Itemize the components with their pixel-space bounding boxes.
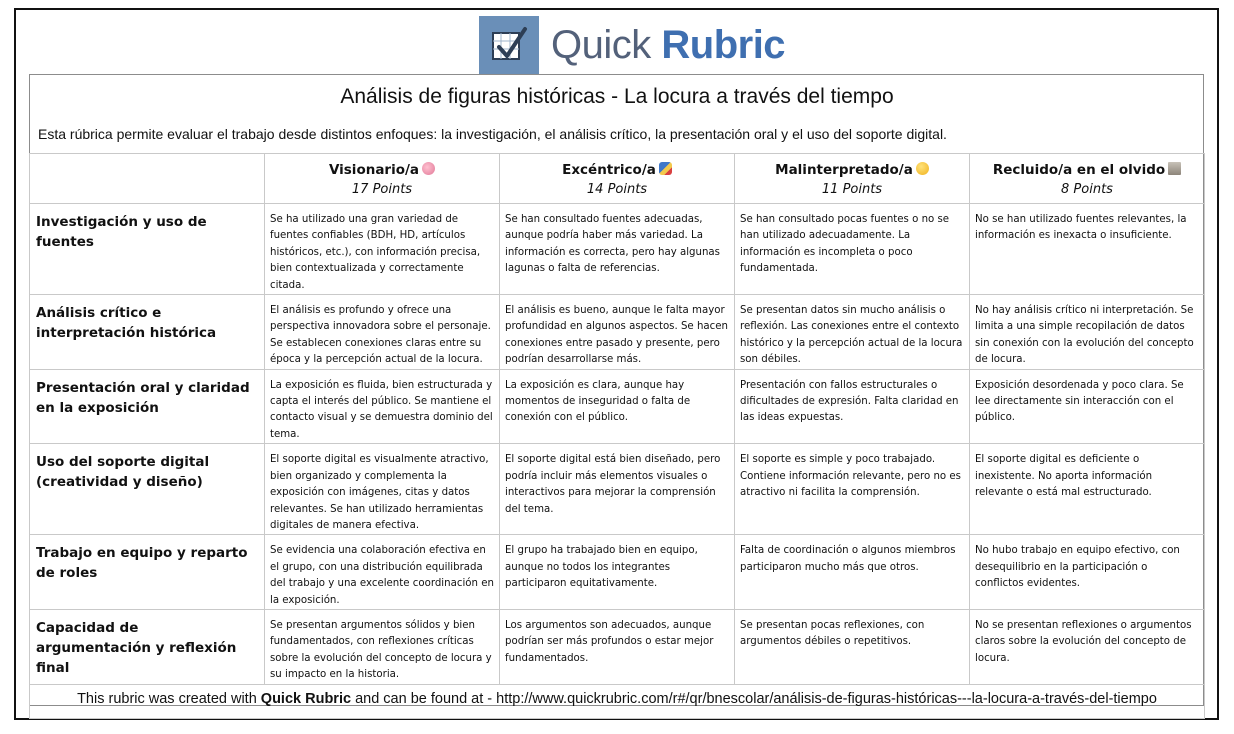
level-name: Visionario/a: [328, 162, 420, 178]
level-points: 17 Points: [351, 182, 413, 197]
thinking-face-emoji-icon: [916, 162, 929, 175]
rubric-title: Análisis de figuras históricas - La locura a través del tiempo: [340, 85, 894, 108]
criterion-cell: Se presentan pocas reflexiones, con argumentos débiles o repetitivos.: [735, 609, 970, 684]
criterion-row: [30, 295, 1205, 370]
criterion-cell: La exposición es fluida, bien estructurada y capta el interés del público. Se mantiene el contacto visual y se demuestra dominio del tema.: [265, 369, 500, 444]
level-points: 11 Points: [821, 182, 883, 197]
criterion-cell: Exposición desordenada y poco clara. Se lee directamente sin interacción con el público.: [970, 369, 1205, 444]
brand-rubric: Rubric: [661, 23, 786, 67]
level-header-recluido: [970, 154, 1205, 204]
criterion-name: Capacidad de argumentación y reflexión final: [30, 609, 265, 684]
criterion-cell: Los argumentos son adecuados, aunque podrían ser más profundos o estar mejor fundamentados.: [500, 609, 735, 684]
castle-emoji-icon: [1168, 162, 1181, 175]
level-points: 8 Points: [1061, 182, 1113, 197]
clown-emoji-icon: [659, 162, 672, 175]
criterion-cell: El soporte digital está bien diseñado, pero podría incluir más elementos visuales o interactivos para mejorar la comprensión del tema.: [500, 444, 735, 535]
criterion-row: [30, 535, 1205, 610]
criterion-cell: El análisis es profundo y ofrece una perspectiva innovadora sobre el personaje. Se establecen conexiones claras entre su época y la percepción actual de la locura.: [265, 295, 500, 370]
criterion-cell: No se han utilizado fuentes relevantes, la información es inexacta o insuficiente.: [970, 204, 1205, 295]
criterion-name: Investigación y uso de fuentes: [30, 204, 265, 295]
criterion-cell: Se ha utilizado una gran variedad de fuentes confiables (BDH, HD, artículos históricos, etc.), con información precisa, bien contextualizada y correctamente citada.: [265, 204, 500, 295]
criterion-cell: El soporte es simple y poco trabajado. Contiene información relevante, pero no es atractivo ni facilita la comprensión.: [735, 444, 970, 535]
quick-rubric-logo: [479, 16, 785, 74]
rubric-description: Esta rúbrica permite evaluar el trabajo desde distintos enfoques: la investigación, el análisis crítico, la presentación oral y el uso del soporte digital.: [38, 126, 947, 142]
header-row: [30, 154, 1205, 204]
brain-emoji-icon: [422, 162, 435, 175]
level-name: Recluido/a en el olvido: [992, 162, 1166, 178]
footer-prefix: This rubric was created with: [77, 690, 261, 707]
criterion-row: [30, 369, 1205, 444]
header-corner: [30, 154, 265, 204]
brand-wordmark: [551, 16, 785, 74]
level-header-excentrico: [500, 154, 735, 204]
brand-quick: Quick: [551, 23, 651, 67]
criterion-cell: El soporte digital es visualmente atractivo, bien organizado y complementa la exposición con imágenes, citas y datos relevantes. Se han utilizado herramientas digitales de manera efectiva.: [265, 444, 500, 535]
footer-brand: Quick Rubric: [260, 690, 352, 707]
criterion-cell: El grupo ha trabajado bien en equipo, aunque no todos los integrantes participaron equitativamente.: [500, 535, 735, 610]
criterion-cell: El soporte digital es deficiente o inexistente. No aporta información relevante o está mal estructurado.: [970, 444, 1205, 535]
criterion-name: Uso del soporte digital (creatividad y diseño): [30, 444, 265, 535]
level-points: 14 Points: [586, 182, 648, 197]
criterion-cell: No se presentan reflexiones o argumentos claros sobre la evolución del concepto de locura.: [970, 609, 1205, 684]
level-name: Malinterpretado/a: [775, 162, 913, 178]
criterion-name: Presentación oral y claridad en la exposición: [30, 369, 265, 444]
criterion-row: [30, 609, 1205, 684]
criterion-cell: Se han consultado fuentes adecuadas, aunque podría haber más variedad. La información es correcta, pero hay algunas lagunas o falta de referencias.: [500, 204, 735, 295]
level-header-malinterpretado: [735, 154, 970, 204]
criterion-cell: Se evidencia una colaboración efectiva en el grupo, con una distribución equilibrada del trabajo y una excelente coordinación en la exposición.: [265, 535, 500, 610]
criterion-cell: Presentación con fallos estructurales o dificultades de expresión. Falta claridad en las ideas expuestas.: [735, 369, 970, 444]
rubric-table: [29, 153, 1205, 719]
criterion-row: [30, 444, 1205, 535]
criterion-cell: Se presentan datos sin mucho análisis o reflexión. Las conexiones entre el contexto histórico y la percepción actual de la locura son débiles.: [735, 295, 970, 370]
rubric-checkbox-icon: [479, 16, 539, 74]
criterion-cell: El análisis es bueno, aunque le falta mayor profundidad en algunos aspectos. Se hacen conexiones entre pasado y presente, pero podrían desarrollarse más.: [500, 295, 735, 370]
criterion-cell: No hay análisis crítico ni interpretación. Se limita a una simple recopilación de datos sin conexión con la evolución del concepto de locura.: [970, 295, 1205, 370]
footer-row: [30, 684, 1205, 718]
level-name: Excéntrico/a: [562, 162, 656, 178]
criterion-cell: Falta de coordinación o algunos miembros participaron mucho más que otros.: [735, 535, 970, 610]
criterion-cell: La exposición es clara, aunque hay momentos de inseguridad o falta de conexión con el público.: [500, 369, 735, 444]
level-header-visionario: [265, 154, 500, 204]
criterion-cell: Se presentan argumentos sólidos y bien fundamentados, con reflexiones críticas sobre la evolución del concepto de locura y su impacto en la historia.: [265, 609, 500, 684]
rubric-footer: [30, 684, 1205, 718]
footer-link-text: and can be found at - http://www.quickrubric.com/r#/qr/bnescolar/análisis-de-figuras-históricas---la-locura-a-través-del-tiempo: [351, 690, 1157, 707]
criterion-cell: Se han consultado pocas fuentes o no se han utilizado adecuadamente. La información es incompleta o poco fundamentada.: [735, 204, 970, 295]
criterion-cell: No hubo trabajo en equipo efectivo, con desequilibrio en la participación o conflictos evidentes.: [970, 535, 1205, 610]
criterion-name: Análisis crítico e interpretación histórica: [30, 295, 265, 370]
criterion-name: Trabajo en equipo y reparto de roles: [30, 535, 265, 610]
criterion-row: [30, 204, 1205, 295]
